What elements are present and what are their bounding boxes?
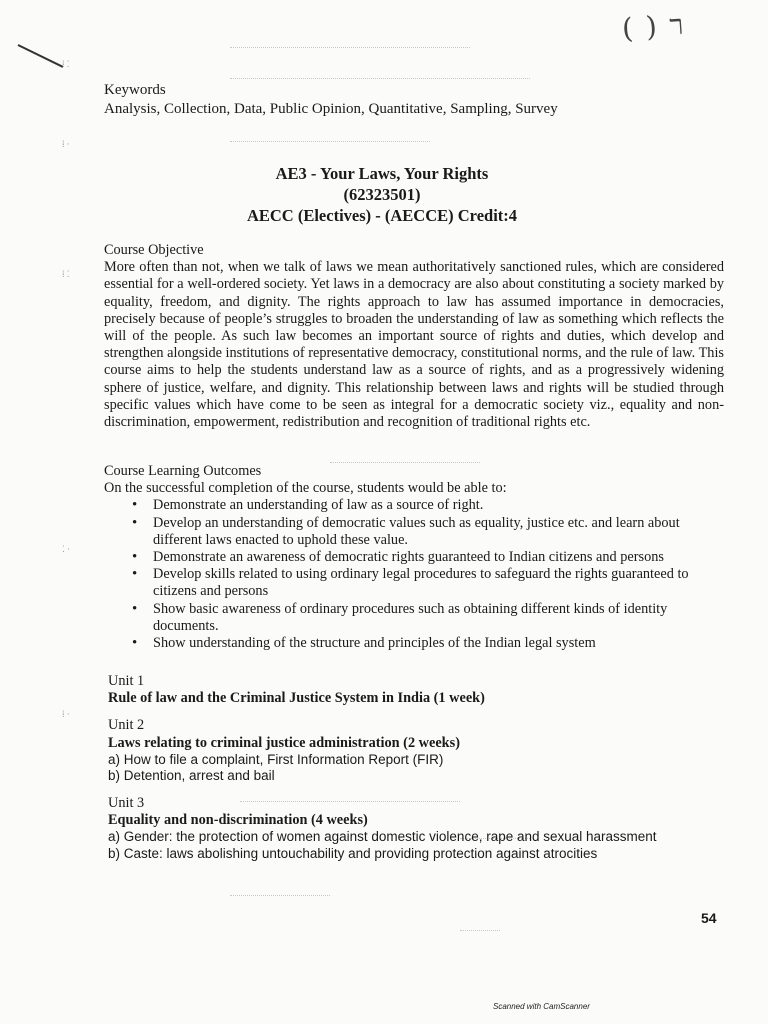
scan-artifact: [230, 78, 530, 79]
scan-artifact: ⁞ ·: [62, 709, 70, 719]
learning-outcome-item: • Show understanding of the structure and principles of the Indian legal system: [153, 635, 724, 652]
course-objective-section: [104, 242, 724, 431]
course-category: AECC (Electives) - (AECCE) Credit:4: [246, 206, 518, 225]
unit-topic: a) Gender: the protection of women against domestic violence, rape and sexual harassment: [108, 829, 657, 845]
course-code: (62323501): [343, 185, 421, 204]
unit-2: [108, 717, 728, 784]
unit-1: [108, 673, 728, 707]
unit-title: Equality and non-discrimination (4 weeks): [108, 812, 368, 829]
scan-artifact: [230, 47, 470, 48]
course-title: AE3 - Your Laws, Your Rights: [275, 164, 489, 183]
handwritten-page-mark: ( ) ר: [620, 7, 687, 46]
unit-title: Laws relating to criminal justice administration (2 weeks): [108, 734, 460, 751]
course-title-block: [180, 163, 584, 226]
scan-artifact: ⁞ ·: [62, 139, 70, 149]
keywords-section: [104, 81, 558, 119]
course-objective-body: More often than not, when we talk of laws we mean authoritatively sanctioned rules, which are considered essential for a well-ordered society. Yet laws in a democracy are also about constituting a society marked by equality, freedom, and dignity. The rights approach to law has assumed importance in democracies, precisely because of people’s struggles to broaden the understanding of law as something which reflects the will of the people. As such law becomes an important source of rights and duties, which develop and strengthen alongside institutions of representative democracy, constitutional norms, and the rule of law. This course aims to help the students understand law as a source of rights, and as a progressively widening sphere of justice, welfare, and dignity. This relationship between laws and rights will be studied through specific values which have come to be seen as integral for a democratic society viz., equality and non-discrimination, empowerment, redistribution and recognition of traditional rights etc.: [104, 259, 724, 431]
learning-outcome-item: • Show basic awareness of ordinary procedures such as obtaining different kinds of identity documents.: [153, 601, 724, 635]
scan-artifact: ⁞ ⁚: [62, 269, 70, 279]
keywords-list: Analysis, Collection, Data, Public Opinion, Quantitative, Sampling, Survey: [104, 101, 558, 117]
unit-3: [108, 795, 728, 862]
learning-outcomes-heading: Course Learning Outcomes: [104, 463, 262, 479]
learning-outcomes-section: [104, 463, 724, 652]
keywords-heading: Keywords: [104, 82, 166, 98]
unit-title: Rule of law and the Criminal Justice System in India (1 week): [108, 690, 485, 707]
scan-artifact: ⁞ ⁚: [62, 59, 70, 69]
unit-topic: a) How to file a complaint, First Information Report (FIR): [108, 751, 444, 767]
learning-outcome-item: • Develop skills related to using ordinary legal procedures to safeguard the rights guaranteed to citizens and persons: [153, 566, 724, 600]
learning-outcome-item: • Demonstrate an awareness of democratic rights guaranteed to Indian citizens and persons: [153, 549, 724, 566]
page-number: 54: [701, 910, 717, 926]
unit-topic: b) Detention, arrest and bail: [108, 768, 275, 784]
unit-label: Unit 3: [108, 794, 145, 811]
margin-scribble: [18, 44, 64, 68]
units-section: [108, 673, 728, 872]
unit-label: Unit 2: [108, 717, 145, 734]
learning-outcome-item: • Develop an understanding of democratic values such as equality, justice etc. and learn about different laws enacted to uphold these value.: [153, 515, 724, 549]
scan-artifact: [460, 930, 500, 931]
learning-outcomes-intro: On the successful completion of the course, students would be able to:: [104, 480, 507, 497]
scan-artifact: [230, 141, 430, 142]
learning-outcomes-list: [104, 497, 724, 652]
scan-artifact: ⁚ ·: [62, 544, 71, 554]
course-objective-heading: Course Objective: [104, 242, 204, 258]
unit-topic: b) Caste: laws abolishing untouchability and providing protection against atrocities: [108, 845, 598, 861]
scan-artifact: [230, 895, 330, 896]
scanner-watermark: Scanned with CamScanner: [493, 1002, 590, 1011]
unit-label: Unit 1: [108, 673, 145, 689]
learning-outcome-item: • Demonstrate an understanding of law as a source of right.: [153, 497, 724, 514]
